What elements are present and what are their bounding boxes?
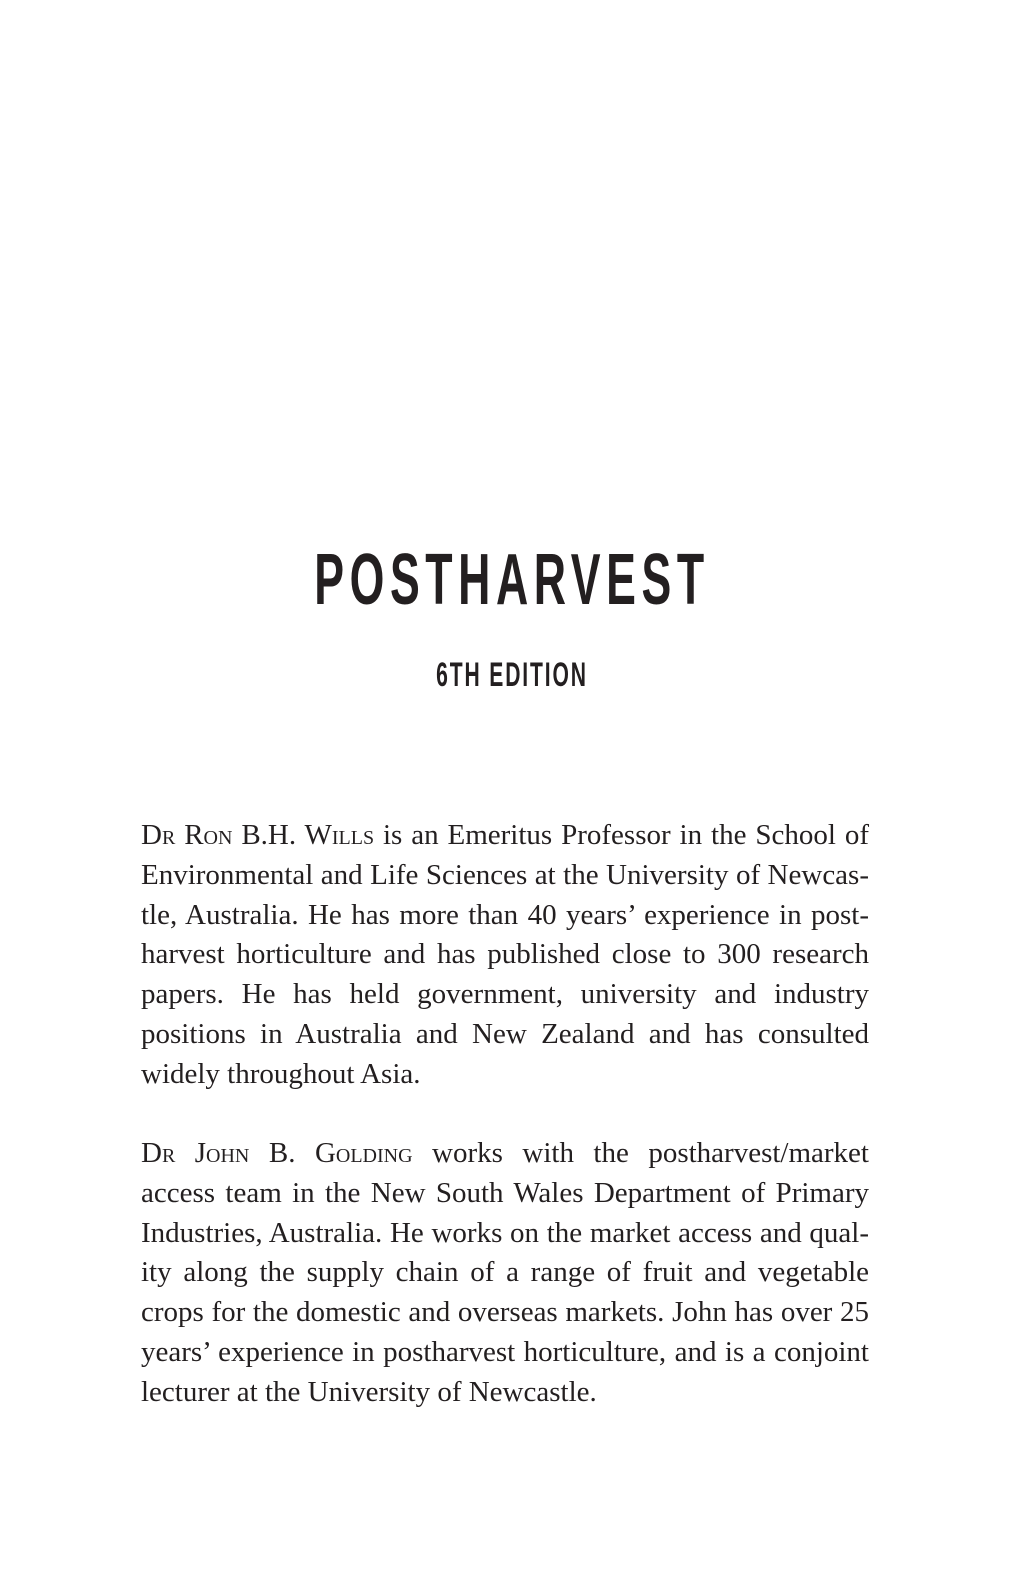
bio-text: papers. He has held government, university and industry [141,978,869,1011]
bio-line [141,975,869,1015]
bio-line [141,1333,869,1373]
bio-line [141,935,869,975]
bio-line [141,1253,869,1293]
bio-text: crops for the domestic and overseas markets. John has over 25 [141,1296,869,1329]
bio-text: lecturer at the University of Newcastle. [141,1375,597,1408]
bio-text: years’ experience in postharvest horticulture, and is a conjoint [141,1335,869,1368]
bio-line [141,1055,869,1095]
bio-text: tle, Australia. He has more than 40 years’ experience in post- [141,898,869,931]
book-title: POSTHARVEST [314,540,710,620]
bio-text: works with the postharvest/market [412,1137,869,1169]
bio-line [141,1134,869,1174]
author-name: Dr John B. Golding [141,1137,413,1169]
author-bio-wills [141,816,869,1095]
bio-text: is an Emeritus Professor in the School of [374,819,869,851]
bio-line [141,896,869,936]
bio-text: widely throughout Asia. [141,1057,421,1090]
bio-text: Industries, Australia. He works on the market access and qual- [141,1216,869,1249]
bio-line [141,1373,869,1413]
bio-line [141,1174,869,1214]
bio-text: harvest horticulture and has published close to 300 research [141,938,869,971]
bio-line [141,856,869,896]
bio-text: positions in Australia and New Zealand and has consulted [141,1017,869,1050]
bio-line [141,1214,869,1254]
author-bio-golding [141,1134,869,1413]
bio-text: access team in the New South Wales Department of Primary [141,1176,869,1209]
bio-text: ity along the supply chain of a range of fruit and vegetable [141,1256,869,1289]
bio-text: Environmental and Life Sciences at the University of Newcas- [141,858,869,891]
edition-label: 6TH EDITION [436,656,588,694]
bio-line [141,816,869,856]
author-name: Dr Ron B.H. Wills [141,819,375,851]
bio-line [141,1015,869,1055]
bio-line [141,1293,869,1333]
